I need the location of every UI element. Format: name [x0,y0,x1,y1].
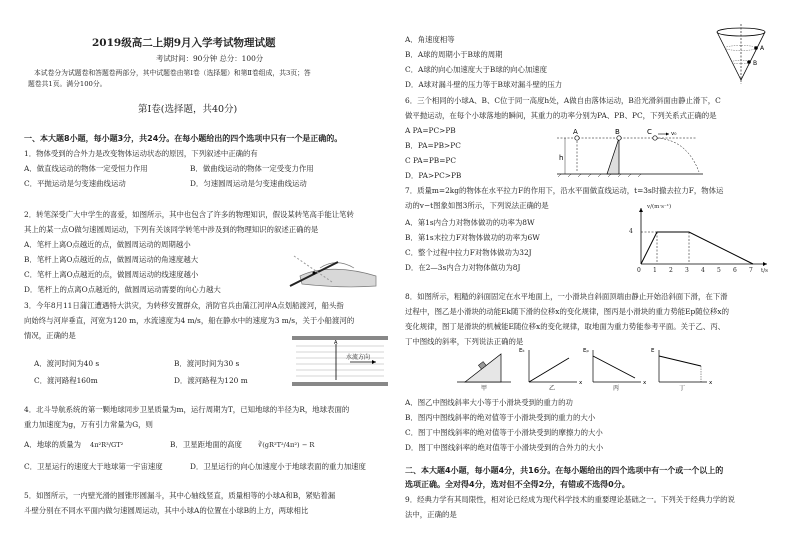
q1-option-b: B．做曲线运动的物体一定受变力作用 [190,164,314,173]
q8-option-d: D．图丁中图线斜率的绝对值等于小滑块受到的合外力的大小 [405,443,604,452]
q6-line1: 6．三个相同的小球A、B、C位于同一高度h处，A做自由落体运动，B沿光滑斜面由静止滑下，C [405,96,721,105]
svg-text:x: x [579,380,583,386]
q5-line2: 斗壁分别在不同水平面内做匀速圆周运动，其中小球A的位置在小球B的上方，两球相比 [24,506,309,515]
q8-line1: 8．如图所示，粗糙的斜面固定在水平地面上，一小滑块自斜面顶端由静止开始沿斜面下滑，在下滑 [405,292,728,301]
q3-line3: 情况，正确的是 [24,331,76,340]
q7-line1: 7．质量m=2kg的物体在水平拉力F的作用下，沿水平面做直线运动，t=3s时撤去拉力F，物体运 [405,186,724,195]
q4-line1: 4．北斗导航系统的第一颗地球同步卫星质量为m，运行周期为T，已知地球的半径为R，地球表面的 [24,405,350,414]
svg-text:Eₚ: Eₚ [583,348,589,354]
q9-line2: 法中，正确的是 [405,510,457,519]
svg-text:C: C [647,128,652,136]
svg-text:v₀: v₀ [671,131,677,137]
q3-option-d: D．渡河路程为120 m [174,376,248,385]
q3-line1: 3．今年8月11日蒲江遭遇特大洪灾，为转移安置群众，消防官兵由蒲江河岸A点划船渡河，船头指 [24,301,344,310]
graph-label-ding: 丁 [679,385,686,392]
q5-option-d: D．A球对漏斗壁的压力等于B球对漏斗壁的压力 [405,80,563,89]
graph-label-yi: 乙 [549,385,556,392]
q8-line3: 变化规律，图丁是滑块的机械能E随位移x的变化规律，取地面为重力势能参考平面。关于乙、丙、 [405,322,725,331]
svg-text:Eₖ: Eₖ [519,348,525,354]
q8-option-a: A．图乙中图线斜率大小等于小滑块受到的重力的功 [405,398,573,407]
q3-option-c: C．渡河路程160m [34,376,98,385]
q2-line2: 其上的某一点O做匀速圆周运动，下列有关该同学转笔中涉及到的物理知识的叙述正确的是 [24,225,319,234]
vt-graph-y-tick: 4 [629,228,633,235]
q1-stem: 1．物体受到的合外力是改变物体运动状态的原因，下列叙述中正确的有 [24,149,258,158]
q2-option-b: B．笔杆上离O点越近的点，做圆周运动的角速度越大 [24,255,199,264]
q5-line1: 5．如图所示，一内壁光滑的圆锥形圆漏斗，其中心轴线竖直，质量相等的小球A和B，紧贴着漏 [24,491,336,500]
vt-graph-x-tick: 3 [685,267,689,274]
river-figure [292,336,388,386]
svg-text:A: A [760,45,765,52]
q7-option-b: B．第1s末拉力F对物体做功的功率为6W [405,233,540,242]
vt-graph-x-label: t/s [761,268,768,274]
q4-line2: 重力加速度为g，万有引力常量为G，则 [24,420,153,429]
q2-option-d: D．笔杆上的点离O点越近的，做圆周运动需要的向心力越大 [24,285,221,294]
q1-option-c: C．平抛运动是匀变速曲线运动 [24,179,126,188]
section2-heading-line2: 选项正确。全对得4分，选对但不全得2分，有错或不选得0分。 [405,480,630,489]
svg-text:B: B [753,60,758,67]
exam-meta: 考试时间：90分钟 总分：100分 [156,54,264,63]
svg-text:B: B [615,128,620,136]
exam-note-line2: 题卷共1页。满分100分。 [28,80,107,88]
q1-option-a: A．做直线运动的物体一定受恒力作用 [24,164,148,173]
river-flow-label: 水流方向 [346,354,371,361]
exam-title: 2019级高二上期9月入学考试物理试题 [92,37,276,49]
q8-line2: 过程中，图乙是小滑块的动能Ek随下滑的位移x的变化规律，图丙是小滑块的重力势能Ep随位移x的 [405,307,729,316]
svg-text:x: x [643,380,647,386]
pen-spinning-figure [280,246,386,290]
q4-option-a: A．地球的质量为 [24,440,82,449]
q6-option-c: C PA=PB=PC [405,156,457,165]
part1-heading: 第Ⅰ卷(选择题，共40分) [138,104,238,115]
svg-text:E: E [651,348,655,354]
vt-graph-x-tick: 7 [749,267,753,274]
q5-option-b: B．A球的周期小于B球的周期 [405,50,503,59]
graph-label-jia: 甲 [481,385,488,392]
q4-option-c: C．卫星运行的速度大于地球第一宇宙速度 [24,462,163,471]
section1-heading: 一、本大题8小题，每小题3分，共24分。在每小题给出的四个选项中只有一个是正确的。 [24,134,343,143]
three-balls-figure [547,126,707,178]
q3-line2: 向始终与河岸垂直，河宽为120 m，水流速度为4 m/s，船在静水中的速度为3 m/s，关于小船渡河的 [24,316,355,325]
vt-graph-x-tick: 0 [637,267,641,274]
section2-heading-line1: 二、本大题4小题，每小题4分，共16分。在每小题给出的四个选项中有一个或一个以上的 [405,466,724,475]
q3-option-a: A．渡河时间为40 s [34,359,100,368]
q4-option-d: D．卫星运行的向心加速度小于地球表面的重力加速度 [190,462,366,471]
svg-text:A: A [334,340,338,346]
q4-option-b: B．卫星距地面的高度 [170,440,242,449]
q3-option-b: B．渡河时间为30 s [174,359,240,368]
q1-option-d: D．匀速圆周运动是匀变速曲线运动 [190,179,307,188]
q4-option-a-formula: 4π²R³/GT² [90,441,124,449]
q8-line4: 丁中图线的斜率，下列说法正确的是 [405,337,524,346]
svg-text:h: h [559,154,564,162]
vt-graph-x-tick: 2 [669,267,673,274]
exam-note-line1: 本试卷分为试题卷和答题卷两部分，其中试题卷由第Ⅰ卷（选择题）和第Ⅱ卷组成，共3页；答 [34,69,311,77]
vt-graph-x-tick: 4 [701,267,705,274]
q2-option-c: C．笔杆上离O点越近的点，做圆周运动的线速度越小 [24,270,199,279]
graph-label-bing: 丙 [613,385,620,392]
vt-graph-y-label: v/(m·s⁻¹) [647,204,672,210]
cone-figure [711,22,771,88]
q9-line1: 9．经典力学有其局限性，相对论已经成为现代科学技术的重要理论基础之一。下列关于经典力学的说 [405,495,735,504]
q6-option-b: B．PA=PB>PC [405,141,461,150]
q8-option-c: C．图丁中图线斜率的绝对值等于小滑块受到的摩擦力的大小 [405,428,603,437]
q7-option-c: C．整个过程中拉力F对物体做功为32J [405,248,532,257]
q7-line2: 动的v−t图象如图3所示，下列说法正确的是 [405,201,549,210]
q8-option-b: B．图丙中图线斜率的绝对值等于小滑块受到的重力的大小 [405,413,596,422]
q5-option-c: C．A球的向心加速度大于B球的向心加速度 [405,65,548,74]
q6-option-d: D．PA>PC>PB [405,171,462,180]
q6-option-a: A PA=PC>PB [405,126,456,135]
q2-option-a: A．笔杆上离O点越近的点，做圆周运动的周期越小 [24,240,191,249]
vt-graph-figure [627,202,773,276]
q7-option-d: D．在2—3s内合力对物体做功为8J [405,263,521,272]
svg-text:x: x [709,380,713,386]
vt-graph-x-tick: 6 [733,267,737,274]
q4-option-b-formula: ∛(gR²T²/4π²) − R [258,441,315,449]
svg-text:A: A [573,128,578,136]
q7-option-a: A．第1s内合力对物体做功的功率为8W [405,218,535,227]
q5-option-a: A．角速度相等 [405,35,455,44]
vt-graph-x-tick: 5 [717,267,721,274]
q6-line2: 做平抛运动，在每个小球落地的瞬间，其重力的功率分别为PA、PB、PC，下列关系式正确的是 [405,111,717,120]
q2-line1: 2．转笔深受广大中学生的喜爱，如图所示，其中也包含了许多的物理知识，假设某转笔高手能让笔转 [24,210,354,219]
vt-graph-x-tick: 1 [653,267,657,274]
